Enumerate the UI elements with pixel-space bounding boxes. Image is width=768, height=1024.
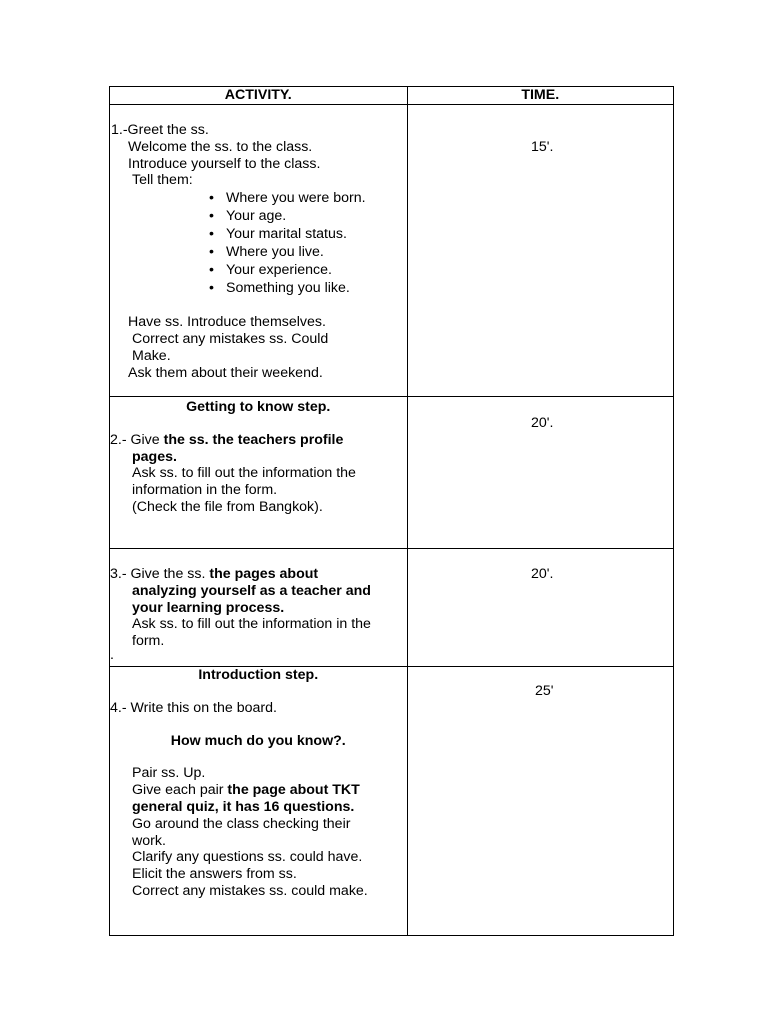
activity-cell-3 [110, 549, 408, 667]
row3-item: 3.- Give the ss. the pages about [110, 566, 319, 582]
list-item: • Your age. [209, 208, 287, 225]
lesson-plan-table [109, 86, 674, 936]
table-header-row [110, 87, 674, 105]
row4-line7: Correct any mistakes ss. could make. [132, 882, 368, 899]
row1-line7: Make. [132, 347, 171, 364]
list-item: • Where you live. [209, 244, 324, 261]
activity-cell-1 [110, 105, 408, 397]
row1-line1: 1.-Greet the ss. [111, 122, 209, 138]
time-column-header: TIME. [407, 87, 673, 105]
list-item: • Where you were born. [209, 190, 366, 207]
list-item: • Your experience. [209, 262, 332, 279]
row2-line1: Ask ss. to fill out the information the [132, 465, 356, 482]
row4-line6: Elicit the answers from ss. [132, 866, 297, 883]
table-row [110, 667, 674, 936]
row4-line5: Clarify any questions ss. could have. [132, 849, 363, 866]
row3-item-cont1: analyzing yourself as a teacher and [132, 582, 371, 599]
row2-line2: information in the form. [132, 482, 278, 499]
board-question: How much do you know?. [170, 732, 346, 749]
row2-line3: (Check the file from Bangkok). [132, 498, 323, 515]
time-cell-1 [407, 105, 673, 397]
row4-give-cont: general quiz, it has 16 questions. [132, 798, 355, 815]
row4-line3: Go around the class checking their [132, 815, 351, 832]
bullet-icon: • [209, 226, 214, 243]
row3-line2: form. [132, 633, 165, 650]
table-row [110, 549, 674, 667]
row1-line8: Ask them about their weekend. [128, 364, 323, 381]
time-value: 15'. [531, 139, 554, 155]
bullet-icon: • [209, 280, 214, 297]
row4-give: Give each pair the page about TKT [132, 782, 360, 799]
row4-line2: Pair ss. Up. [132, 765, 206, 782]
row1-line4: Tell them: [132, 172, 193, 189]
list-item: • Your marital status. [209, 226, 347, 243]
time-cell-2 [407, 397, 673, 549]
row1-line6: Correct any mistakes ss. Could [132, 330, 329, 347]
time-value: 20'. [531, 566, 554, 582]
step-heading: Introduction step. [198, 667, 319, 683]
bullet-icon: • [209, 208, 214, 225]
row4-line1: 4.- Write this on the board. [110, 699, 277, 716]
row3-line3: . [110, 646, 114, 663]
table-row [110, 105, 674, 397]
row1-line5: Have ss. Introduce themselves. [128, 314, 326, 331]
list-item: • Something you like. [209, 280, 350, 297]
time-value: 20'. [531, 415, 554, 431]
table-row [110, 397, 674, 549]
activity-cell-4 [110, 667, 408, 936]
step-heading: Getting to know step. [186, 399, 331, 415]
row4-line4: work. [132, 832, 166, 849]
time-value: 25' [535, 683, 554, 699]
activity-column-header: ACTIVITY. [110, 87, 408, 105]
about-you-bullet-list [110, 189, 407, 297]
bullet-icon: • [209, 244, 214, 261]
time-cell-4 [407, 667, 673, 936]
row1-line2: Welcome the ss. to the class. [128, 138, 313, 155]
row2-item: 2.- Give the ss. the teachers profile [110, 431, 344, 448]
row2-item-cont: pages. [132, 448, 177, 465]
row3-line1: Ask ss. to fill out the information in the [132, 616, 371, 633]
row1-line3: Introduce yourself to the class. [128, 155, 321, 172]
bullet-icon: • [209, 262, 214, 279]
time-cell-3 [407, 549, 673, 667]
bullet-icon: • [209, 190, 214, 207]
activity-cell-2 [110, 397, 408, 549]
row3-item-cont2: your learning process. [132, 599, 285, 616]
